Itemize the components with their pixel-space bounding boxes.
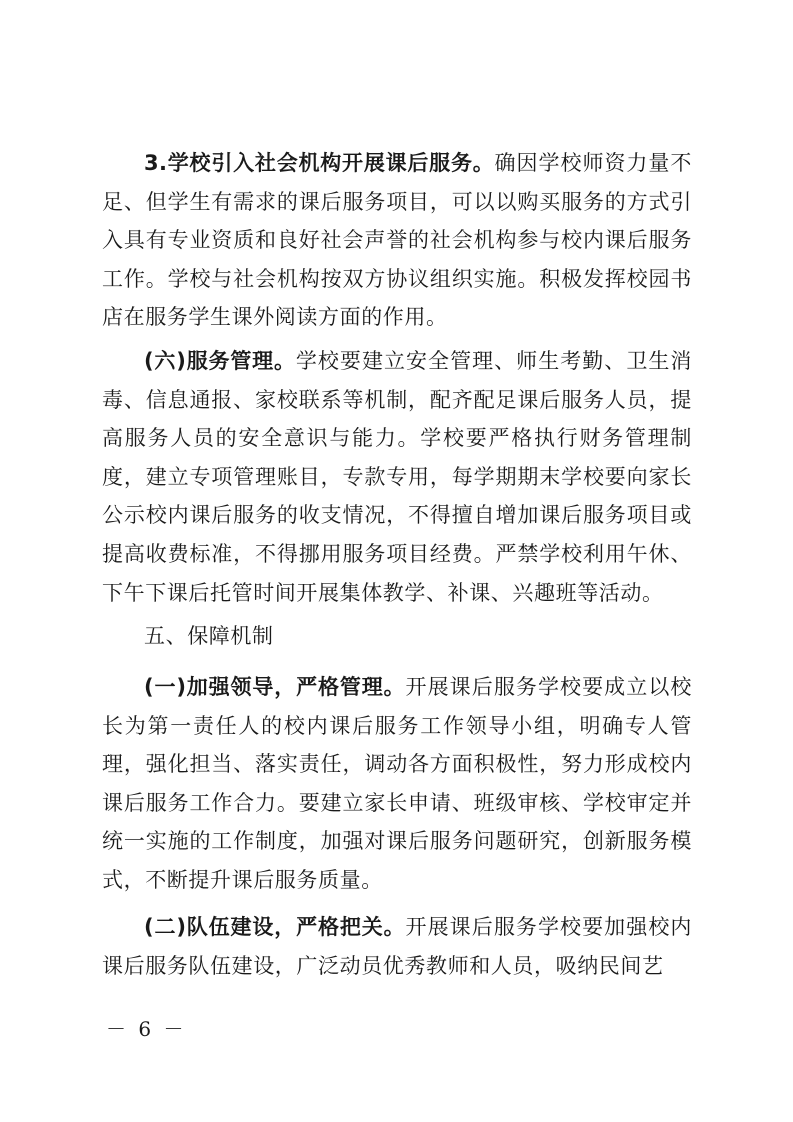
paragraph-lead: (二)队伍建设，严格把关。: [144, 915, 406, 939]
paragraph-body: 学校要建立安全管理、师生考勤、卫生消毒、信息通报、家校联系等机制，配齐配足课后服务人员，提高服务人员的安全意识与能力。学校要严格执行财务管理制度，建立专项管理账目，专款专用，每学期期末学校要向家长公示校内课后服务的收支情况，不得擅自增加课后服务项目或提高收费标准，不得挪用服务项目经费。严禁学校利用午休、下午下课后托管时间开展集体教学、补课、兴趣班等活动。: [102, 349, 692, 605]
page-number: － 6 －: [106, 1017, 187, 1041]
paragraph-body: 开展课后服务学校要加强校内课后服务队伍建设，广泛动员优秀教师和人员，吸纳民间艺: [102, 915, 692, 978]
paragraph-lead: (六)服务管理。: [144, 349, 296, 373]
paragraph-school-social-institutions: [102, 144, 692, 337]
paragraph-team-building: [102, 908, 692, 985]
paragraph-strengthen-leadership: [102, 668, 692, 900]
paragraph-lead: (一)加强领导，严格管理。: [144, 675, 406, 699]
paragraph-lead: 3.学校引入社会机构开展课后服务。: [144, 151, 495, 175]
section-heading-guarantee-mechanism: 五、保障机制: [144, 624, 274, 648]
paragraph-service-management: [102, 342, 692, 612]
paragraph-body: 开展课后服务学校要成立以校长为第一责任人的校内课后服务工作领导小组，明确专人管理，强化担当、落实责任，调动各方面积极性，努力形成校内课后服务工作合力。要建立家长申请、班级审核、学校审定并统一实施的工作制度，加强对课后服务问题研究，创新服务模式，不断提升课后服务质量。: [102, 675, 692, 892]
paragraph-body: 确因学校师资力量不足、但学生有需求的课后服务项目，可以以购买服务的方式引入具有专业资质和良好社会声誉的社会机构参与校内课后服务工作。学校与社会机构按双方协议组织实施。积极发挥校园书店在服务学生课外阅读方面的作用。: [102, 151, 692, 330]
